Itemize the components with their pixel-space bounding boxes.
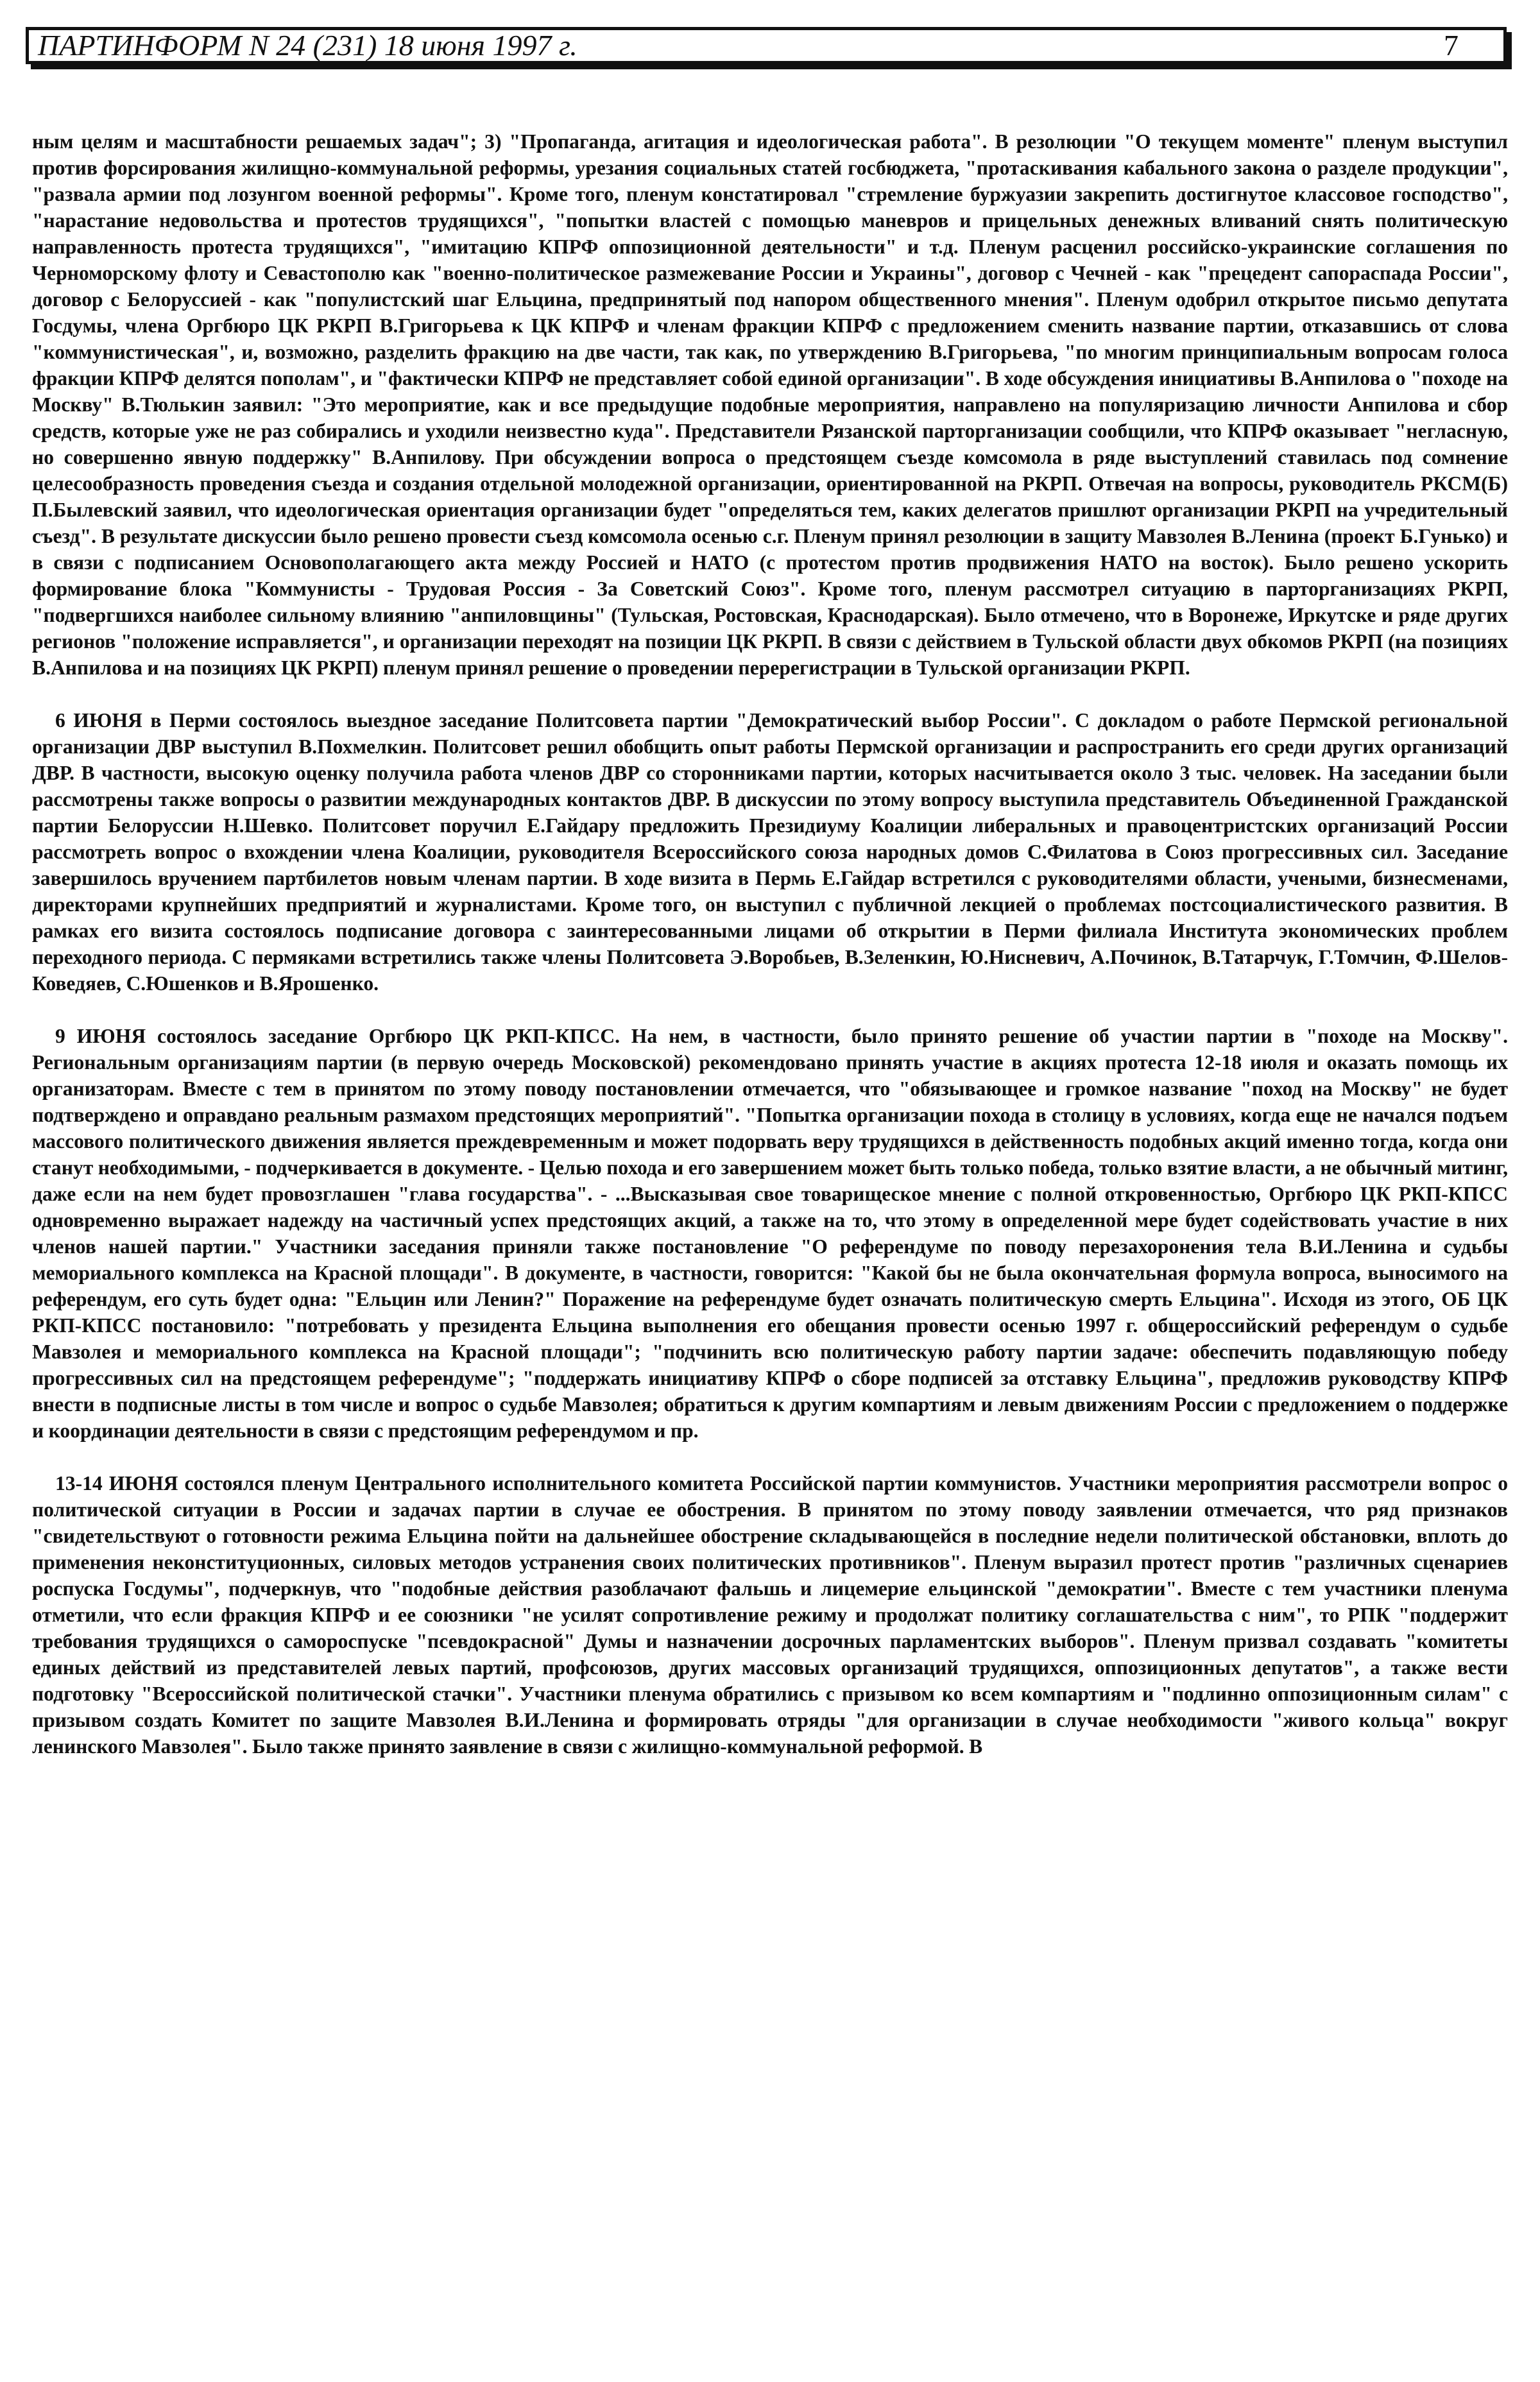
paragraph-june-6: 6 ИЮНЯ в Перми состоялось выездное заседание Политсовета партии "Демократический выбор России". С докладом о работе Пермской региональной организации ДВР выступил В.Похмелкин. Политсовет решил обобщить опыт работы Пермской организации и распространить его среди других организаций ДВР. В частности, высокую оценку получила работа членов ДВР со сторонниками партии, которых насчитывается около 3 тыс. человек. На заседании были рассмотрены также вопросы о развитии международных контактов ДВР. В дискуссии по этому вопросу выступила представитель Объединенной Гражданской партии Белоруссии Н.Шевко. Политсовет поручил Е.Гайдару предложить Президиуму Коалиции либеральных и правоцентристских организаций России рассмотреть вопрос о вхождении члена Коалиции, руководителя Всероссийского союза народных домов С.Филатова в Союз прогрессивных сил. Заседание завершилось вручением партбилетов новым членам партии. В ходе визита в Пермь Е.Гайдар встретился с руководителями области, учеными, бизнесменами, директорами крупнейших предприятий и журналистами. Кроме того, он выступил с публичной лекцией о проблемах постсоциалистического развития. В рамках его визита состоялось подписание договора с заинтересованными лицами об открытии в Перми филиала Института экономических проблем переходного периода. С пермяками встретились также члены Политсовета Э.Воробьев, В.Зеленкин, Ю.Нисневич, А.Починок, В.Татарчук, Г.Томчин, Ф.Шелов-Коведяев, С.Юшенков и В.Ярошенко. <box>32 709 1508 995</box>
page-number: 7 <box>1444 29 1459 62</box>
paragraph-june-9: 9 ИЮНЯ состоялось заседание Оргбюро ЦК РКП-КПСС. На нем, в частности, было принято решение об участии партии в "походе на Москву". Региональным организациям партии (в первую очередь Московской) рекомендовано принять участие в акциях протеста 12-18 июля и оказать помощь их организаторам. Вместе с тем в принятом по этому поводу постановлении отмечается, что "обязывающее и громкое название "поход на Москву" не будет подтверждено и оправдано реальным размахом предстоящих мероприятий". "Попытка организации похода в столицу в условиях, когда еще не начался подъем массового политического движения является преждевременным и может подорвать веру трудящихся в действенность подобных акций именно тогда, когда они станут необходимыми, - подчеркивается в документе. - Целью похода и его завершением может быть только победа, только взятие власти, а не обычный митинг, даже если на нем будет провозглашен "глава государства". - ...Высказывая свое товарищеское мнение с полной откровенностью, Оргбюро ЦК РКП-КПСС одновременно выражает надежду на частичный успех предстоящих акций, а также на то, что этому в определенной мере будет содействовать участие в них членов нашей партии." Участники заседания приняли также постановление "О референдуме по поводу перезахоронения тела В.И.Ленина и судьбы мемориального комплекса на Красной площади". В документе, в частности, говорится: "Какой бы не была окончательная формула вопроса, выносимого на референдум, его суть будет одна: "Ельцин или Ленин?" Поражение на референдуме будет означать политическую смерть Ельцина". Исходя из этого, ОБ ЦК РКП-КПСС постановило: "потребовать у президента Ельцина выполнения его обещания провести осенью 1997 г. общероссийский референдум о судьбе Мавзолея и мемориального комплекса на Красной площади"; "подчинить всю политическую работу партии задаче: обеспечить подавляющую победу прогрессивных сил на предстоящем референдуме"; "поддержать инициативу КПРФ о сборе подписей за отставку Ельцина", предложив руководству КПРФ внести в подписные листы в том числе и вопрос о судьбе Мавзолея; обратиться к другим компартиям и левым движениям России с предложением о поддержке и координации деятельности в связи с предстоящим референдумом и пр. <box>32 1025 1508 1442</box>
page-header-title: ПАРТИНФОРМ N 24 (231) 18 июня 1997 г. <box>38 29 578 62</box>
page-header <box>26 27 1507 64</box>
article-body <box>32 128 1508 1760</box>
paragraph-june-13-14: 13-14 ИЮНЯ состоялся пленум Центрального исполнительного комитета Российской партии коммунистов. Участники мероприятия рассмотрели вопрос о политической ситуации в России и задачах партии в случае ее обострения. В принятом по этому поводу заявлении отмечается, что ряд признаков "свидетельствуют о готовности режима Ельцина пойти на дальнейшее обострение складывающейся в последние недели политической обстановки, вплоть до применения неконституционных, силовых методов устранения своих политических противников". Пленум выразил протест против "различных сценариев роспуска Госдумы", подчеркнув, что "подобные действия разоблачают фальшь и лицемерие ельцинской "демократии". Вместе с тем участники пленума отметили, что если фракция КПРФ и ее союзники "не усилят сопротивление режиму и продолжат политику соглашательства с ним", то РПК "поддержит требования трудящихся о самороспуске "псевдокрасной" Думы и назначении досрочных парламентских выборов". Пленум призвал создавать "комитеты единых действий из представителей левых партий, профсоюзов, других массовых организаций трудящихся, оппозиционных депутатов", а также вести подготовку "Всероссийской политической стачки". Участники пленума обратились с призывом ко всем компартиям и "подлинно оппозиционным силам" с призывом создать Комитет по защите Мавзолея В.И.Ленина и формировать отряды "для организации в случае необходимости "живого кольца" вокруг ленинского Мавзолея". Было также принято заявление в связи с жилищно-коммунальной реформой. В <box>32 1472 1508 1758</box>
paragraph-continued: ным целям и масштабности решаемых задач"; 3) "Пропаганда, агитация и идеологическая работа". В резолюции "О текущем моменте" пленум выступил против форсирования жилищно-коммунальной реформы, урезания социальных статей госбюджета, "протаскивания кабального закона о разделе продукции", "развала армии под лозунгом военной реформы". Кроме того, пленум констатировал "стремление буржуазии закрепить достигнутое классовое господство", "нарастание недовольства и протестов трудящихся", "попытки властей с помощью маневров и прицельных денежных вливаний снять политическую направленность протеста трудящихся", "имитацию КПРФ оппозиционной деятельности" и т.д. Пленум расценил российско-украинские соглашения по Черноморскому флоту и Севастополю как "военно-политическое размежевание России и Украины", договор с Чечней - как "прецедент сапораспада России", договор с Белоруссией - как "популистский шаг Ельцина, предпринятый под напором общественного мнения". Пленум одобрил открытое письмо депутата Госдумы, члена Оргбюро ЦК РКРП В.Григорьева к ЦК КПРФ и членам фракции КПРФ с предложением сменить название партии, отказавшись от слова "коммунистическая", и, возможно, разделить фракцию на две части, так как, по утверждению В.Григорьева, "по многим принципиальным вопросам голоса фракции КПРФ делятся пополам", и "фактически КПРФ не представляет собой единой организации". В ходе обсуждения инициативы В.Анпилова о "походе на Москву" В.Тюлькин заявил: "Это мероприятие, как и все предыдущие подобные мероприятия, направлено на популяризацию личности Анпилова и сбор средств, которые уже не раз собирались и уходили неизвестно куда". Представители Рязанской парторганизации сообщили, что КПРФ оказывает "негласную, но совершенно явную поддержку" В.Анпилову. При обсуждении вопроса о предстоящем съезде комсомола в ряде выступлений ставилась под сомнение целесообразность проведения съезда и создания отдельной молодежной организации, ориентированной на РКРП. Отвечая на вопросы, руководитель РКСМ(Б) П.Былевский заявил, что идеологическая ориентация организации будет "определяться тем, каких делегатов пришлют организации РКРП на учредительный съезд". В результате дискуссии было решено провести съезд комсомола осенью с.г. Пленум принял резолюции в защиту Мавзолея В.Ленина (проект Б.Гунько) и в связи с подписанием Основополагающего акта между Россией и НАТО (с протестом против продвижения НАТО на восток). Было решено ускорить формирование блока "Коммунисты - Трудовая Россия - За Советский Союз". Кроме того, пленум рассмотрел ситуацию в парторганизациях РКРП, "подвергшихся наиболее сильному влиянию "анпиловщины" (Тульская, Ростовская, Краснодарская). Было отмечено, что в Воронеже, Иркутске и ряде других регионов "положение исправляется", и организации переходят на позиции ЦК РКРП. В связи с действием в Тульской области двух обкомов РКРП (на позициях В.Анпилова и на позициях ЦК РКРП) пленум принял решение о проведении перерегистрации в Тульской организации РКРП. <box>32 130 1508 679</box>
